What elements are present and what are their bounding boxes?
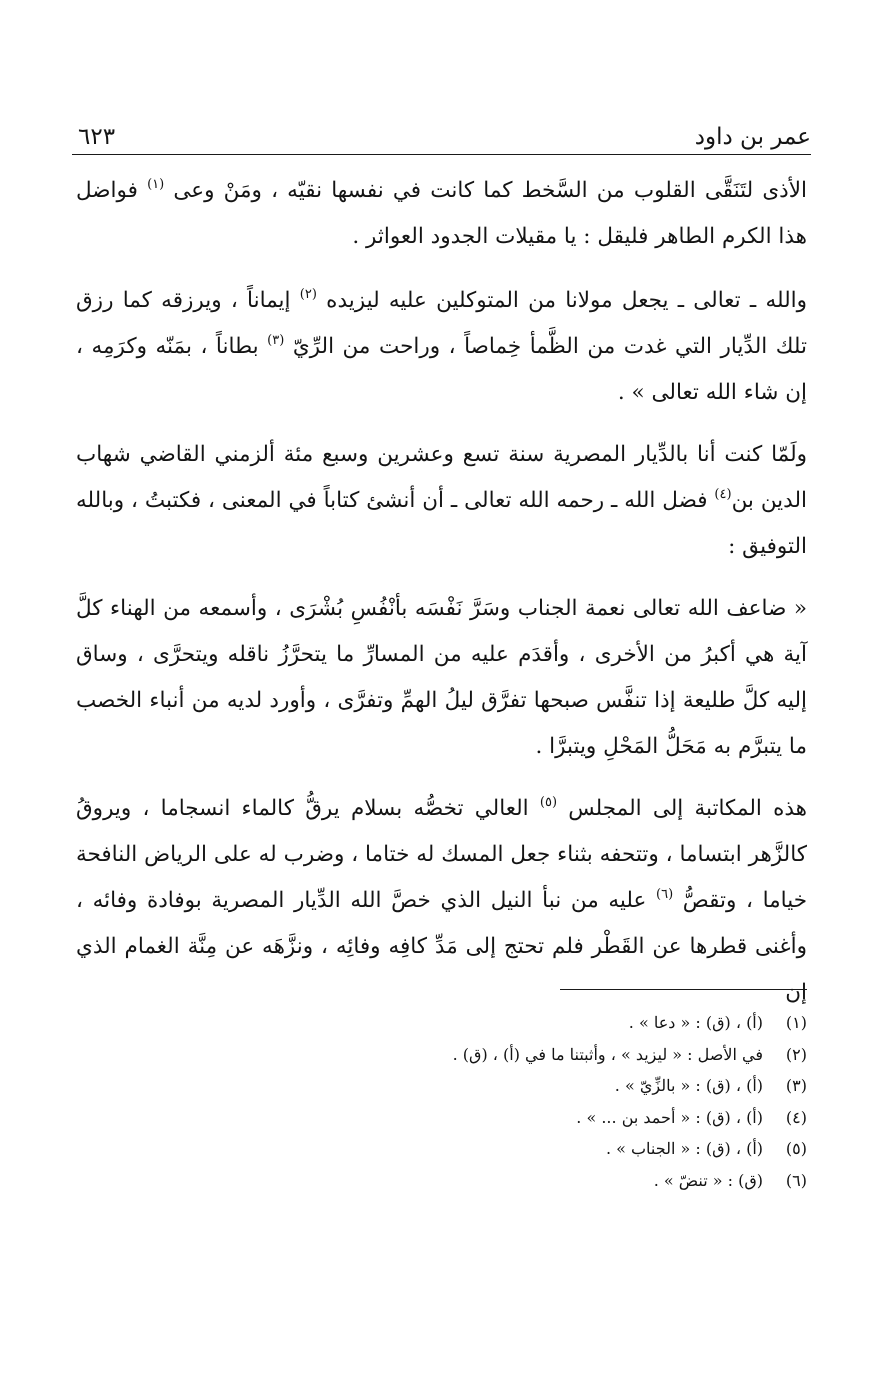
footnote-text: في الأصل : « ليزيد » ، وأثبتنا ما في (أ) ، (ق) .	[452, 1044, 763, 1064]
footnote-number: (١)	[785, 1013, 807, 1032]
footnote-number: (٥)	[785, 1139, 807, 1158]
footnote-item	[90, 1165, 807, 1197]
footnote-ref-4: (٤)	[714, 487, 732, 502]
paragraph-text: فواضل هذا الكرم الطاهر فليقل : يا مقيلات الجدود العواثر .	[76, 178, 807, 249]
footnotes-list	[90, 1007, 807, 1196]
footnote-ref-1: (١)	[147, 177, 165, 192]
footnote-ref-5: (٥)	[539, 795, 558, 810]
paragraph-text: عليه من نبأ النيل الذي خصَّ الله الدِّيار المصرية بوفادة وفائه ، وأغنى قطرها عن القَطْر فلم تحتج إلى مَدِّ كافِه وفائِه ، ونزَّهَه عن مِنَّة الغمام الذي إن	[76, 888, 807, 1005]
footnote-item	[90, 1133, 807, 1165]
paragraph-text: ولَمّا كنت أنا بالدِّيار المصرية سنة تسع وعشرين وسبع مئة ألزمني القاضي شهاب الدين بن	[76, 442, 807, 513]
paragraph-text: الأذى لتَنَقَّى القلوب من السَّخط كما كانت في نفسها نقيّه ، ومَنْ وعى	[164, 178, 807, 203]
paragraph-text: العالي تخصُّه بسلام يرقُّ كالماء انسجاما ، ويروقُ كالزَّهر ابتساما ، وتتحفه بثناء جعل المسك له ختاما ، وضرب له على الرياض النافحة خياما ، وتقصُّ	[76, 796, 808, 913]
footnote-item	[90, 1102, 807, 1134]
footnote-text: (أ) ، (ق) : « أحمد بن ... » .	[576, 1107, 763, 1127]
footnote-number: (٤)	[785, 1107, 807, 1127]
running-title: عمر بن داود	[694, 124, 811, 150]
footnote-text: (أ) ، (ق) : « الجناب » .	[605, 1139, 763, 1158]
paragraph-2	[76, 278, 807, 416]
footnote-number: (٣)	[785, 1076, 807, 1095]
paragraph-1	[76, 168, 807, 260]
footnote-ref-6: (٦)	[656, 887, 674, 902]
paragraph-text: فضل الله ـ رحمه الله تعالى ـ أن أنشئ كتاباً في المعنى ، فكتبتُ ، وبالله التوفيق :	[76, 488, 807, 559]
page-number: ٦٢٣	[78, 124, 116, 150]
paragraph-3	[76, 432, 807, 570]
footnote-divider	[560, 989, 807, 990]
paragraph-text: والله ـ تعالى ـ يجعل مولانا من المتوكلين عليه ليزيده	[316, 288, 807, 313]
footnote-text: (أ) ، (ق) : « بالزِّيّ » .	[614, 1076, 763, 1095]
paragraph-5	[76, 786, 807, 1016]
footnote-item	[90, 1070, 807, 1102]
footnote-ref-3: (٣)	[267, 333, 285, 348]
paragraph-text: « ضاعف الله تعالى نعمة الجناب وسَرَّ نَفْسَه بأنْفُسِ بُشْرَى ، وأسمعه من الهناء كلَّ آية هي أكبرُ من الأخرى ، وأقدَم عليه من المسارِّ ما يتحرَّزُ ناقله ويتحرَّى ، وساق إليه كلَّ طليعة إذا تنفَّس صبحها تفرَّق ليلُ الهمِّ وتفرَّى ، وأورد لديه من أنباء الخصب ما يتبرَّم به مَحَلُّ المَحْلِ ويتبرَّا .	[76, 596, 807, 759]
footnote-item	[90, 1039, 807, 1071]
running-header	[78, 112, 811, 150]
paragraph-text: بطاناً ، بمَنّه وكرَمِه ، إن شاء الله تعالى » .	[76, 334, 807, 405]
paragraph-4	[76, 586, 807, 770]
footnote-text: (أ) ، (ق) : « دعا » .	[628, 1013, 763, 1032]
header-divider	[72, 154, 811, 155]
paragraph-text: إيماناً ، ويرزقه كما رزق تلك الدِّيار التي غدت من الظَّمأ خِماصاً ، وراحت من الرِّيّ	[76, 288, 807, 359]
footnote-number: (٢)	[785, 1044, 807, 1064]
footnote-ref-2: (٢)	[299, 287, 317, 302]
paragraph-text: هذه المكاتبة إلى المجلس	[557, 796, 807, 821]
main-text	[76, 168, 807, 1034]
footnote-number: (٦)	[785, 1170, 807, 1190]
footnote-text: (ق) : « تنضّ » .	[653, 1170, 763, 1190]
footnote-item	[90, 1007, 807, 1039]
